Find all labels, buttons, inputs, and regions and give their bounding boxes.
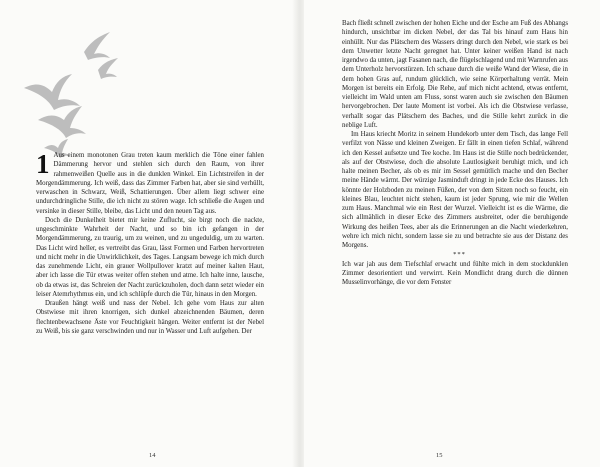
swallow-icon [84,32,110,60]
swallow-icon [38,106,86,138]
paragraph: Ich war jah aus dem Tiefschlaf erwacht und fühlte mich in dem stockdunklen Zimmer desorientiert und verwirrt. Kein Mondlicht drang durch die dünnen Musselinvorhänge, die vor dem Fenster [342,260,568,286]
swallows-illustration [14,22,124,172]
right-page [304,0,600,467]
drop-cap: 1 [36,149,50,179]
section-break: *** [453,251,466,259]
left-page-body [36,151,264,336]
right-page-body [342,19,568,287]
paragraph: 1 Aus einem monotonen Grau treten kaum merklich die Töne einer fahlen Dämmerung hervor und stehlen sich durch den Raum, von ihrer rahmenweißen Quelle aus in die dunklen Winkel. Ein Lichtstreifen in der Morgendämmerung. Ich weiß, dass das Zimmer Farben hat, aber sie sind verhüllt, verwaschen in Schwarz, Weiß, Schattierungen. Über allem liegt schwer eine undurchdringliche Stille, die ich nicht zu stören wage. Ich schließe die Augen und versinke in dieser Stille, bleibe, das Licht und den neuen Tag aus. [36,149,264,215]
swallow-icon [24,74,80,110]
paragraph: Doch die Dunkelheit bietet mir keine Zuflucht, sie birgt noch die nackte, ungeschminkte Wahrheit der Nacht, und so bin ich gefangen in der Morgendämmerung, zu traurig, um zu weinen, und zu ungeduldig, um zu warten. Das Licht wird heller, es vertreibt das Grau, lässt Formen und Farben hervortreten und nicht mehr in die Unwirklichkeit, des Tages. Langsam bewege ich mich durch das zunehmende Licht, ein grauer Wollpullover kratzt auf meiner kalten Haut, aber ich lasse die Tür etwas weiter offen stehen und atme. Ich halte inne, lausche, ob da etwas ist, das Schreien der Nacht zurückzuholen, doch dann setzt wieder ein leiser Atemrhythmus ein, und ich schlüpfe durch die Tür, hinaus in den Morgen. [36,216,264,298]
swallow-icon [98,58,118,79]
paragraph: Bach fließt schnell zwischen der hohen Eiche und der Esche am Fuß des Abhangs hindurch, unsichtbar im dicken Nebel, der das Tal bis hinauf zum Haus hin einhüllt. Nur das Plätschern des Wassers dringt durch den Nebel, wie stark es bei dem Unwetter letzte Nacht geregnet hat. Unter keiner weißen Hand ist nach irgendwo da unten, jagt Fasanen nach, die flügelschlagend und mit Warnrufen aus dem Unterholz hervorstürzen. Ich schaue durch die weiße Wand der Wiese, die in dem hohen Gras auf, rundum glücklich, wie seine Körperhaltung verrät. Mein Morgen ist bereits ein Erfolg. Die Rehe, auf mich nicht achtend, etwas entfernt, vielleicht im Wald unten am Fluss, sonst waren auch sie zwischen den Bäumen hervorgebrochen. Der laute Moment ist vorbei. Als ich die Obstwiese verlasse, verhallt sogar das Plätschern des Baches, und die Stille kehrt zurück in die neblige Luft. [342,20,568,129]
page-number: 15 [436,452,443,459]
paragraph: Im Haus kriecht Moritz in seinem Hundekorb unter dem Tisch, das lange Fell verfilzt von Nässe und kleinen Zweigen. Er fällt in einen tiefen Schlaf, während ich den Kessel aufsetze und Tee koche. Im Haus ist die Stille noch bedrückender, als auf der Obstwiese, doch die absolute Lautlosigkeit beruhigt mich, und ich halte meinen Becher, als ob es mir im Sessel gemütlich mache und den Becher meine Hände wärmt. Der würzige Jasminduft dringt in jede Ecke des Hauses. Ich könnte der Holzboden zu meinen Füßen, der von dem Sitzen noch so feucht, ein kleines Blau, leuchtet nicht stehen, kaum ist jeder Sprung, wie mir die Wellen zum Haus. Manchmal wie ein Rest der Wurzel. Vielleicht ist es die Wärme, die sich allmählich in dieser Ecke des Zimmers ausbreitet, oder die beruhigende Wirkung des heißen Tees, aber als die Erinnerungen an die Nacht wiederkehren, wehre ich mich nicht, sondern lasse sie zu und betrachte sie aus der Distanz des Morgens. [342,131,568,249]
left-page [0,0,296,467]
paragraph: Draußen hängt weiß und nass der Nebel. Ich gehe vom Haus zur alten Obstwiese mit ihren knorrigen, sich dunkel abzeichnenden Bäumen, deren flechtenbewachsene Äste vor Feuchtigkeit hängen. Weiter entfernt ist der Nebel zu Weiß, bis sie ganz verschwinden und nur in Wasser und Luft aufgehen. Der [36,300,264,335]
page-number: 14 [149,452,156,459]
